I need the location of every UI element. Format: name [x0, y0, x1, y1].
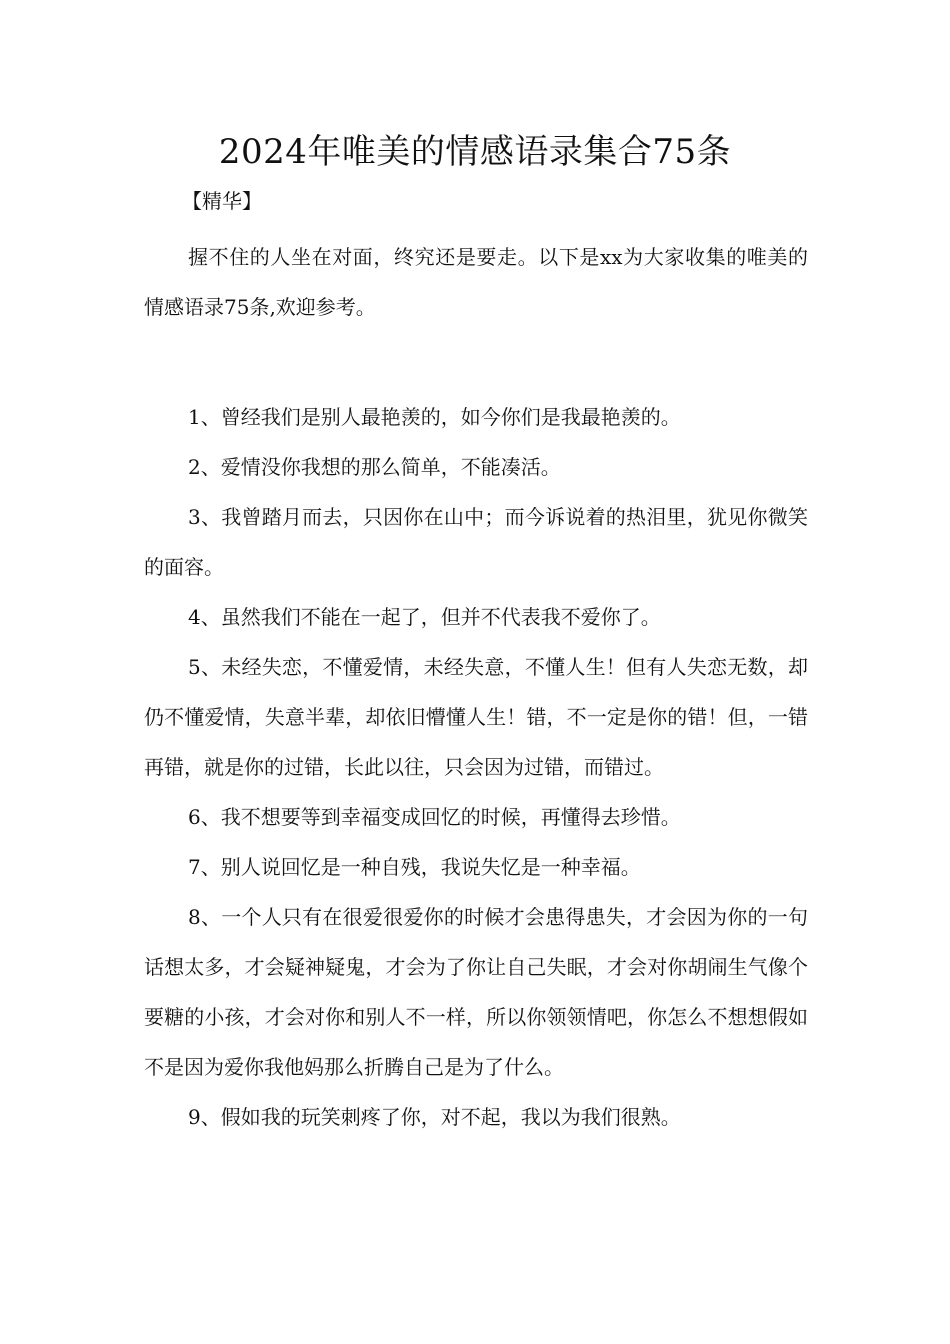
- document-title: 2024年唯美的情感语录集合75条: [218, 132, 732, 172]
- list-item: 5、未经失恋，不懂爱情，未经失意，不懂人生！但有人失恋无数，却仍不懂爱情，失意半辈，却依旧懵懂人生！错，不一定是你的错！但，一错再错，就是你的过错，长此以往，只会因为过错，而错过。: [144, 655, 808, 779]
- list-item: 9、假如我的玩笑刺疼了你，对不起，我以为我们很熟。: [188, 1105, 681, 1129]
- paragraph-spacer: [144, 332, 808, 392]
- list-item: 7、别人说回忆是一种自残，我说失忆是一种幸福。: [188, 855, 641, 879]
- document-subtitle: 【精华】: [182, 189, 262, 213]
- list-item: 2、爱情没你我想的那么简单，不能凑活。: [188, 455, 561, 479]
- document-body: [144, 232, 808, 1142]
- list-item: 4、虽然我们不能在一起了，但并不代表我不爱你了。: [188, 605, 661, 629]
- list-item: 1、曾经我们是别人最艳羡的，如今你们是我最艳羡的。: [188, 405, 681, 429]
- list-item: 6、我不想要等到幸福变成回忆的时候，再懂得去珍惜。: [188, 805, 681, 829]
- list-item: 3、我曾踏月而去，只因你在山中；而今诉说着的热泪里，犹见你微笑的面容。: [144, 505, 808, 579]
- list-item: 8、一个人只有在很爱很爱你的时候才会患得患失，才会因为你的一句话想太多，才会疑神疑鬼，才会为了你让自己失眠，才会对你胡闹生气像个要糖的小孩，才会对你和别人不一样，所以你领领情吧，你怎么不想想假如不是因为爱你我他妈那么折腾自己是为了什么。: [144, 905, 808, 1079]
- intro-paragraph: 握不住的人坐在对面，终究还是要走。以下是xx为大家收集的唯美的情感语录75条,欢迎参考。: [144, 245, 808, 319]
